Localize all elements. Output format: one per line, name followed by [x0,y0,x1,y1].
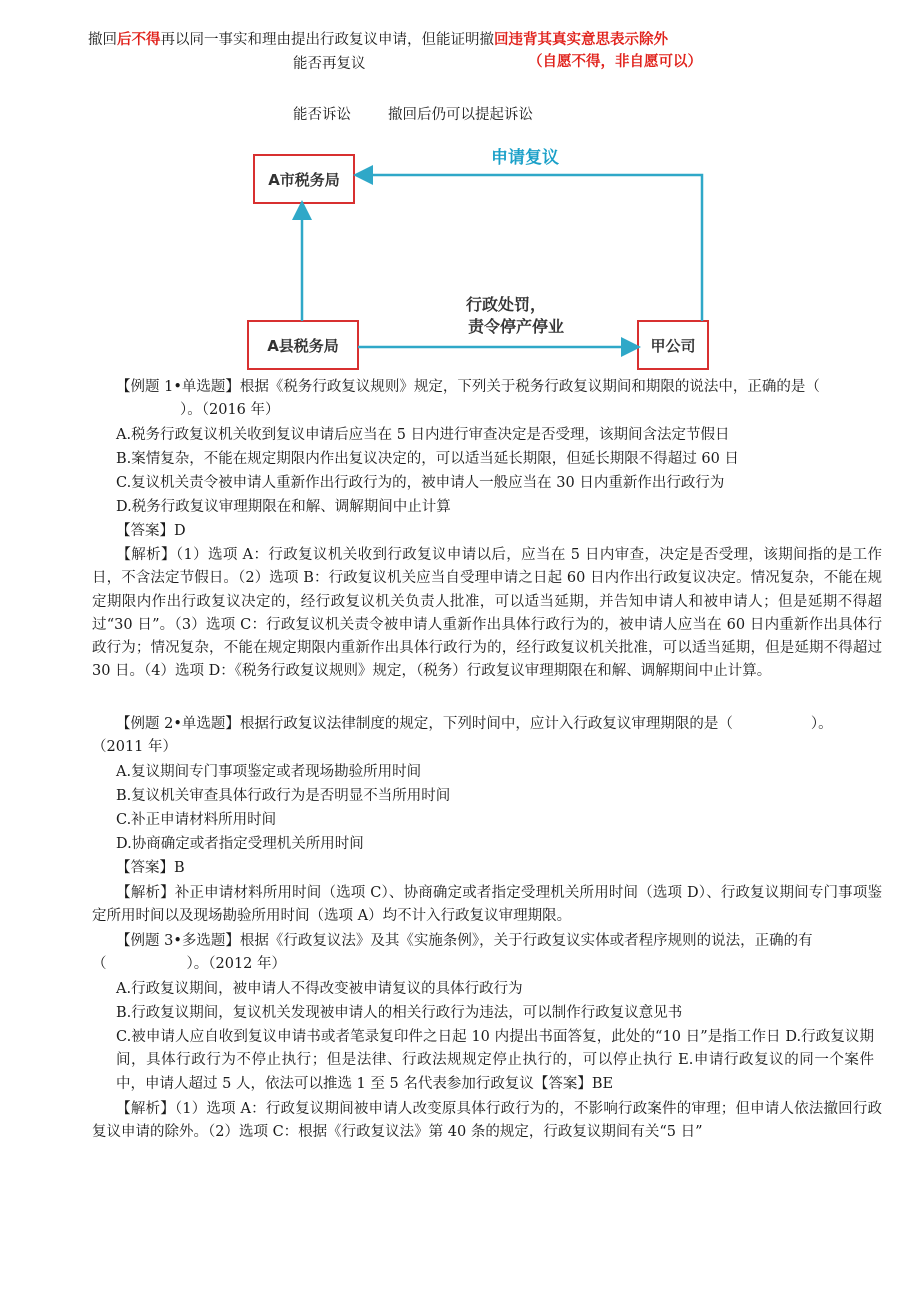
arrow-bottom-label-2: 责令停产停业 [467,317,565,336]
arrow-top-label: 申请复议 [491,148,559,168]
example-3-option-a: A.行政复议期间，被申请人不得改变被申请复议的具体行政行为 [116,981,523,997]
example-1-stem [92,376,882,423]
box-company-label: 甲公司 [650,337,696,355]
example-2-option-b: B.复议机关审查具体行政行为是否明显不当所用时间 [116,788,451,804]
example-1-stem-tail: ）。（2016 年） [180,402,280,419]
example-2-option-c: C.补正申请材料所用时间 [116,812,277,828]
analysis-label: 【解析】 [116,547,176,563]
example-3-stem-tail: ）。（2012 年） [186,956,287,973]
analysis-label: 【解析】 [116,1101,175,1117]
example-1-answer: 【答案】D [116,523,186,539]
header-red-text: 后不得 [117,31,161,48]
example-3-stem-text: 根据《行政复议法》及其《实施条例》，关于行政复议实体或者程序规则的说法，正确的有 [239,933,813,949]
header-line-2-label: 能否再复议 [293,56,366,72]
example-3-option-c-block [116,1026,874,1096]
analysis-label: 【解析】 [116,885,175,901]
header-line-2-note: （自愿不得，非自愿可以） [528,53,702,70]
example-2-stem-text: 根据行政复议法律制度的规定，下列时间中，应计入行政复议审理期限的是（ [239,716,733,732]
analysis-text: （1）选项 A：行政复议机关收到行政复议申请以后，应当在 5 日内审查，决定是否受理，该期间指的是工作日，不含法定节假日。（2）选项 B：行政复议机关应当自受理申请之日起 60 日内作出行政复议决定。情况复杂，不能在规定期限内作出行政复议决定的，经行政复议机关负责人批准，可以适当延期，并告知申请人和被申请人；但是延期不得超过“30 日”。（3）选项 C：行政复议机关责令被申请人重新作出具体行政行为的，被申请人应当在 60 日内重新作出具体行政行为；情况复杂，不能在规定期限内重新作出具体行政行为的，经行政复议机关批准，可以适当延期，但是延期不得超过 30 日。（4）选项 D：《税务行政复议规则》规定，（税务）行政复议审理期限在和解、调解期间中止计算。 [92,547,883,680]
example-2-title: 【例题 2•单选题】 [116,716,240,732]
example-2-option-d: D.协商确定或者指定受理机关所用时间 [116,836,364,852]
example-2-year: （2011 年） [92,739,178,756]
header-text: 再以同一事实和理由提出行政复议申请，但能证明撤 [160,32,494,48]
analysis-text: （1）选项 A：行政复议期间被申请人改变原具体行政行为的，不影响行政案件的审理；但申请人依法撤回行政复议申请的除外。（2）选项 C：根据《行政复议法》第 40 条的规定，行政复议期间有关“5 日” [92,1101,882,1141]
example-1-option-c: C.复议机关责令被申请人重新作出行政行为的，被申请人一般应当在 30 日内重新作出行政行为 [116,475,725,491]
header-text: 撤回 [88,32,117,48]
header-line-1 [88,28,668,49]
example-3-stem [92,930,882,977]
box-city-tax-bureau-label: A市税务局 [268,171,340,189]
analysis-text: 补正申请材料所用时间（选项 C）、协商确定或者指定受理机关所用时间（选项 D）、行政复议期间专门事项鉴定所用时间以及现场勘验所用时间（选项 A）均不计入行政复议审理期限。 [92,885,883,925]
example-2-analysis [92,882,882,929]
example-3-stem-open: （ [92,956,107,973]
review-relationship-diagram [240,135,720,375]
example-1-analysis [92,544,882,684]
example-1-option-b: B.案情复杂，不能在规定期限内作出复议决定的，可以适当延长期限，但延长期限不得超过 60 日 [116,451,739,467]
example-2-answer: 【答案】B [116,860,185,876]
header-line-3-text: 撤回后仍可以提起诉讼 [388,107,533,123]
example-1-option-d: D.税务行政复议审理期限在和解、调解期间中止计算 [116,499,451,515]
example-1-stem-text: 根据《税务行政复议规则》规定，下列关于税务行政复议期间和期限的说法中，正确的是（ [239,379,820,395]
option-block-text: C.被申请人应自收到复议申请书或者笔录复印件之日起 10 内提出书面答复，此处的“10 日”是指工作日 D.行政复议期间，具体行政行为不停止执行；但是法律、行政法规规定停止执行的，可以停止执行 E.申请行政复议的同一个案件中，申请人超过 5 人，依法可以推选 1 至 5 名代表参加行政复议【答案】BE [116,1029,874,1092]
example-3-title: 【例题 3•多选题】 [116,933,240,949]
box-county-tax-bureau-label: A县税务局 [267,337,339,355]
example-1-option-a: A.税务行政复议机关收到复议申请后应当在 5 日内进行审查决定是否受理，该期间含法定节假日 [116,427,730,443]
example-2-option-a: A.复议期间专门事项鉴定或者现场勘验所用时间 [116,764,422,780]
header-line-3-label: 能否诉讼 [293,107,351,123]
arrow-bottom-label-1: 行政处罚， [465,295,547,314]
example-2-stem-tail: ）。 [810,716,833,732]
example-3-analysis [92,1098,882,1145]
header-red-text: 回违背其真实意思表示除外 [494,31,668,48]
example-2-stem [92,713,882,760]
example-3-option-b: B.行政复议期间，复议机关发现被申请人的相关行政行为违法，可以制作行政复议意见书 [116,1005,683,1021]
example-1-title: 【例题 1•单选题】 [116,379,240,395]
